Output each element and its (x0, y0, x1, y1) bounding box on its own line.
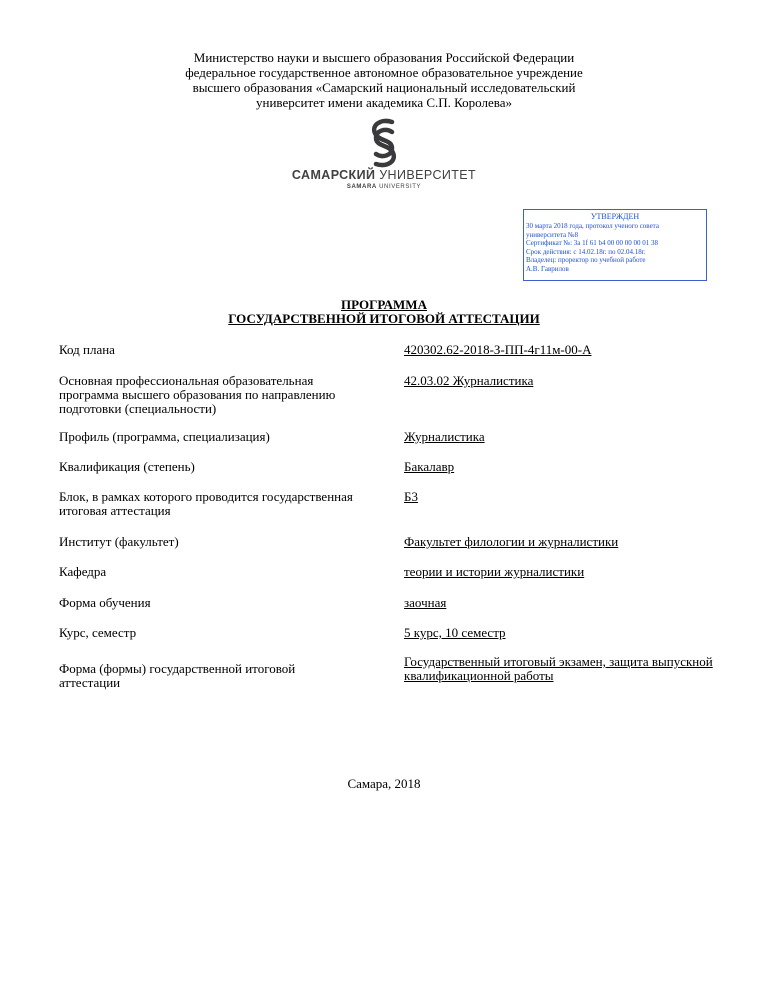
logo-subtitle (0, 183, 768, 191)
stamp-line: университета №8 (526, 230, 579, 239)
logo-name-regular: УНИВЕРСИТЕТ (379, 168, 477, 182)
stamp-line: Срок действия: с 14.02.18г. по 02.04.18г. (526, 247, 646, 256)
logo-sub-regular: UNIVERSITY (379, 184, 422, 190)
field-label-attestation-form: Форма (формы) государственной итоговой аттестации (59, 661, 296, 690)
field-label-plan-code: Код плана (59, 342, 115, 357)
header-line: университет имени академика С.П. Королева» (256, 95, 512, 110)
field-label-institute: Институт (факультет) (59, 534, 179, 549)
field-value-attestation-form: Государственный итоговый экзамен, защита выпускной квалификационной работы (404, 654, 713, 683)
field-label-qualification: Квалификация (степень) (59, 459, 195, 474)
logo-name-bold: САМАРСКИЙ (291, 168, 376, 182)
logo-sub-bold: SAMARA (346, 184, 377, 190)
field-value-institute: Факультет филологии и журналистики (404, 534, 619, 549)
stamp-line: Владелец: проректор по учебной работе (526, 256, 646, 264)
stamp-line: А.В. Гаврилов (526, 264, 569, 273)
field-label-course-semester: Курс, семестр (59, 625, 137, 640)
field-value-qualification: Бакалавр (404, 459, 455, 474)
field-label-profile: Профиль (программа, специализация) (59, 429, 270, 444)
header-line: федеральное государственное автономное образовательное учреждение (185, 65, 583, 80)
field-label-program: Основная профессиональная образовательная программа высшего образования по направлению подготовки (специальности) (59, 373, 336, 416)
university-logo (0, 118, 768, 191)
field-value-study-form: заочная (404, 595, 447, 610)
ministry-header (0, 50, 768, 110)
field-value-program: 42.03.02 Журналистика (404, 373, 534, 388)
logo-wordmark (0, 168, 768, 183)
field-label-department: Кафедра (59, 564, 107, 579)
header-line: высшего образования «Самарский национальный исследовательский (192, 80, 576, 95)
title-line-1: ПРОГРАММА (341, 297, 427, 312)
field-label-study-form: Форма обучения (59, 595, 151, 610)
header-line: Министерство науки и высшего образования Российской Федерации (193, 50, 575, 65)
field-label-block: Блок, в рамках которого проводится государственная итоговая аттестация (59, 489, 353, 518)
field-value-plan-code: 420302.62-2018-З-ПП-4г11м-00-А (404, 342, 592, 357)
field-value-profile: Журналистика (404, 429, 485, 444)
stamp-line: Сертификат №: 3a 1f 61 b4 00 00 00 00 01 38 (526, 239, 658, 247)
samara-university-logo-icon (362, 118, 406, 168)
field-value-block: Б3 (404, 489, 418, 504)
field-value-course-semester: 5 курс, 10 семестр (404, 625, 506, 640)
approval-stamp (523, 209, 707, 281)
title-line-2: ГОСУДАРСТВЕННОЙ ИТОГОВОЙ АТТЕСТАЦИИ (228, 311, 540, 326)
field-value-department: теории и истории журналистики (404, 564, 585, 579)
place-and-year: Самара, 2018 (347, 776, 421, 791)
document-title (0, 298, 768, 326)
stamp-line: 30 марта 2018 года, протокол ученого совета (526, 222, 659, 230)
stamp-title: УТВЕРЖДЕН (590, 212, 640, 221)
